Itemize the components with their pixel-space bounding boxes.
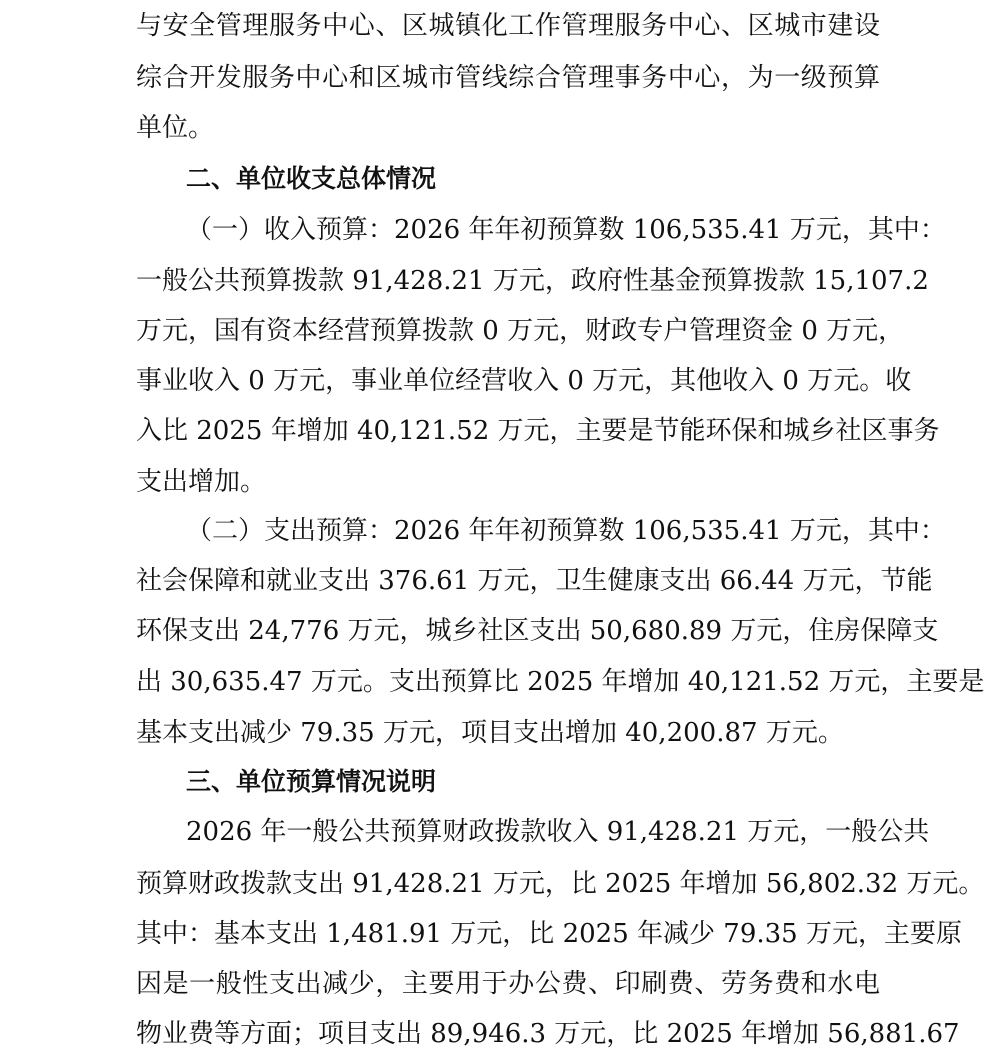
paragraph-line: 其中：基本支出 1,481.91 万元，比 2025 年减少 79.35 万元，主要原: [136, 919, 962, 949]
paragraph-line: 支出增加。: [136, 467, 267, 497]
paragraph-line: 万元，国有资本经营预算拨款 0 万元，财政专户管理资金 0 万元，: [136, 316, 905, 346]
paragraph-line: 预算财政拨款支出 91,428.21 万元，比 2025 年增加 56,802.32 万元。: [136, 869, 985, 899]
paragraph-line: 出 30,635.47 万元。支出预算比 2025 年增加 40,121.52 万元，主要是: [136, 667, 985, 697]
paragraph-line: 物业费等方面；项目支出 89,946.3 万元，比 2025 年增加 56,881.67: [136, 1019, 960, 1049]
paragraph-line: 基本支出减少 79.35 万元，项目支出增加 40,200.87 万元。: [136, 718, 844, 748]
paragraph-line: 因是一般性支出减少，主要用于办公费、印刷费、劳务费和水电: [136, 969, 880, 999]
paragraph-line: 一般公共预算拨款 91,428.21 万元，政府性基金预算拨款 15,107.2: [136, 266, 929, 296]
paragraph-line: 2026 年一般公共预算财政拨款收入 91,428.21 万元，一般公共: [186, 817, 930, 847]
paragraph-line: 入比 2025 年增加 40,121.52 万元，主要是节能环保和城乡社区事务: [136, 416, 940, 446]
subsection-income-line: （一）收入预算：2026 年年初预算数 106,535.41 万元，其中：: [186, 215, 946, 245]
section-heading-2: 二、单位收支总体情况: [186, 164, 437, 193]
paragraph-line: 事业收入 0 万元，事业单位经营收入 0 万元，其他收入 0 万元。收: [136, 366, 912, 396]
paragraph-line: 单位。: [136, 113, 215, 143]
paragraph-line: 综合开发服务中心和区城市管线综合管理事务中心，为一级预算: [136, 63, 880, 93]
paragraph-line: 社会保障和就业支出 376.61 万元，卫生健康支出 66.44 万元，节能: [136, 566, 933, 596]
paragraph-line: 环保支出 24,776 万元，城乡社区支出 50,680.89 万元，住房保障支: [136, 616, 939, 646]
paragraph-line: 与安全管理服务中心、区城镇化工作管理服务中心、区城市建设: [136, 11, 880, 41]
subsection-expense-line: （二）支出预算：2026 年年初预算数 106,535.41 万元，其中：: [186, 516, 946, 546]
section-heading-3: 三、单位预算情况说明: [186, 767, 437, 796]
